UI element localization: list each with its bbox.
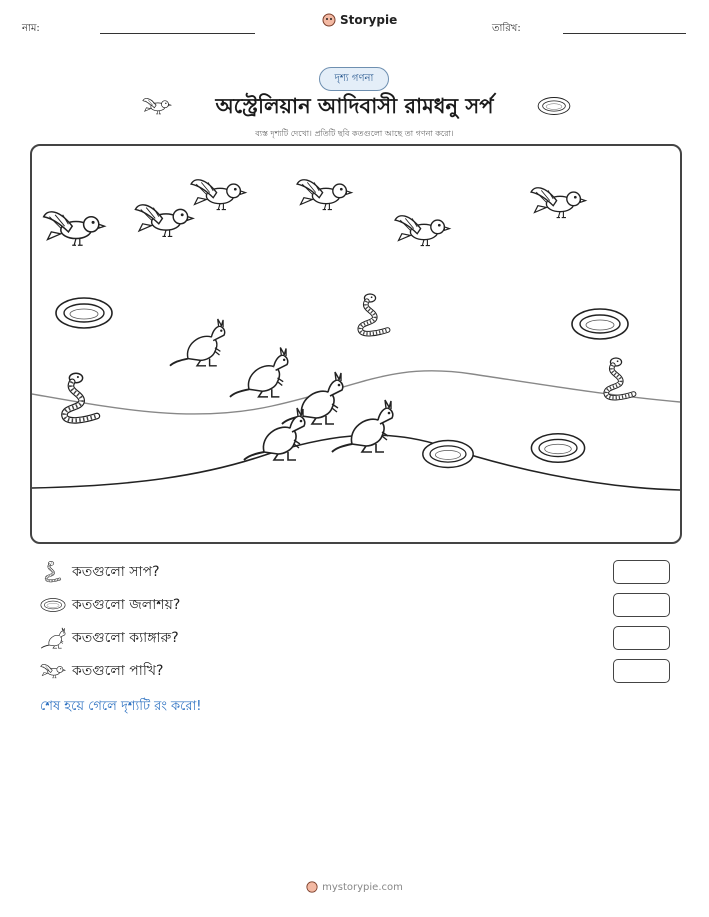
question-label: কতগুলো পাখি? — [72, 663, 164, 679]
question-kangaroos — [40, 626, 179, 650]
name-field[interactable] — [100, 33, 255, 34]
bird-1 — [44, 212, 105, 245]
bird-6 — [531, 188, 585, 218]
kangaroo-4 — [244, 408, 305, 460]
brand-name: Storypie — [340, 13, 398, 27]
answer-box-birds[interactable] — [613, 659, 670, 683]
brand-logo — [322, 13, 397, 27]
bird-2 — [135, 205, 193, 237]
kangaroo-2 — [230, 348, 288, 397]
kangaroo-5 — [332, 400, 393, 452]
back-hill-line — [32, 371, 680, 414]
snake-icon — [40, 561, 66, 583]
kangaroo-3 — [282, 372, 343, 424]
bird-3 — [191, 180, 245, 210]
name-label: নাম: — [22, 23, 40, 34]
activity-badge: দৃশ্য গণনা — [319, 67, 389, 91]
question-snakes — [40, 560, 160, 584]
title-waterhole-icon — [537, 96, 571, 116]
waterhole-3 — [423, 441, 473, 468]
kangaroo-icon — [40, 627, 66, 649]
date-label: তারিখ: — [492, 23, 521, 34]
instructions: ব্যস্ত দৃশ্যটি দেখো। প্রতিটি ছবি কতগুলো আছে তা গণনা করো। — [255, 129, 454, 138]
waterhole-2 — [572, 309, 628, 339]
question-label: কতগুলো ক্যাঙ্গারু? — [72, 630, 179, 646]
answer-box-snakes[interactable] — [613, 560, 670, 584]
answer-box-waterholes[interactable] — [613, 593, 670, 617]
snake-2 — [64, 373, 96, 420]
snake-1 — [360, 294, 387, 334]
question-waterholes — [40, 593, 180, 617]
footer-url[interactable]: mystorypie.com — [322, 881, 403, 893]
answer-box-kangaroos[interactable] — [613, 626, 670, 650]
bird-icon — [40, 660, 66, 682]
waterhole-4 — [531, 434, 584, 463]
storypie-footer-icon — [306, 881, 318, 893]
footer — [0, 881, 709, 893]
page-title: অস্ট্রেলিয়ান আদিবাসী রামধনু সর্প — [215, 94, 494, 118]
coloring-instruction: শেষ হয়ে গেলে দৃশ্যটি রং করো! — [40, 699, 202, 714]
question-label: কতগুলো জলাশয়? — [72, 597, 181, 613]
bird-5 — [395, 216, 449, 246]
waterhole-icon — [40, 594, 66, 616]
kangaroo-1 — [170, 319, 225, 366]
question-birds — [40, 659, 163, 683]
snake-3 — [606, 358, 633, 398]
waterhole-1 — [56, 298, 112, 328]
storypie-logo-icon — [322, 13, 336, 27]
question-label: কতগুলো সাপ? — [72, 564, 160, 580]
bird-4 — [297, 180, 351, 210]
counting-scene — [30, 144, 682, 544]
date-field[interactable] — [563, 33, 686, 34]
